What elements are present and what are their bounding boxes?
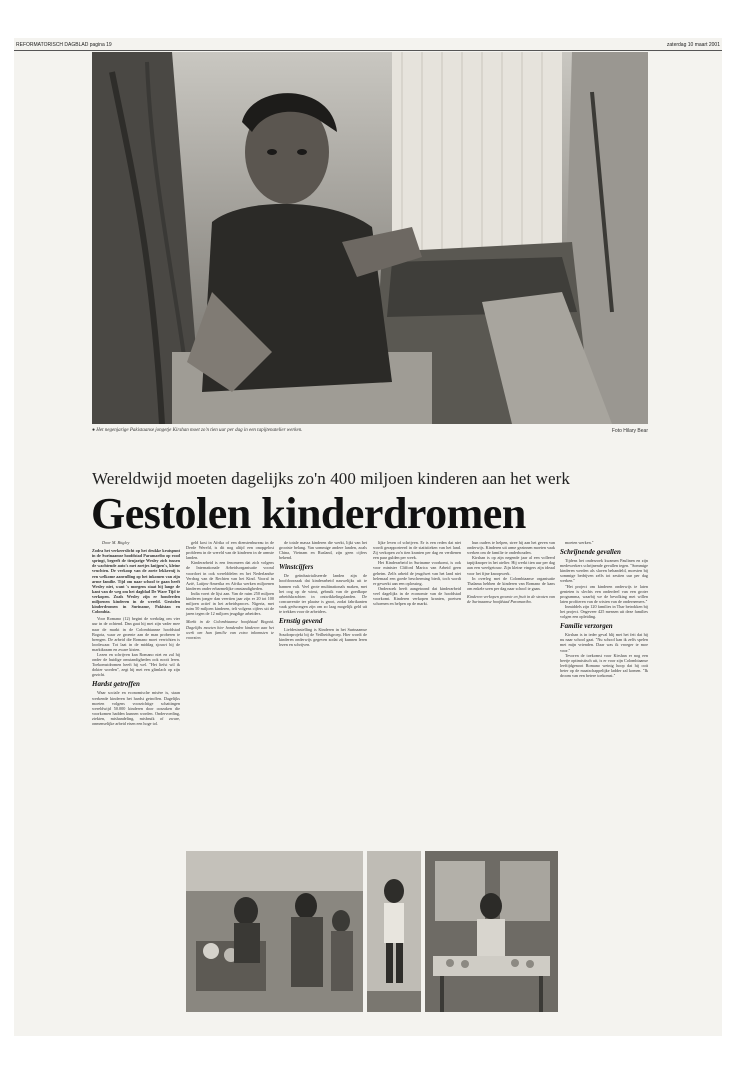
paragraph: De geïndustrialiseerde landen zijn de hoofdoorzaak dat kinderarbeid nauwelijks uit te bannen valt. Veel grote multinationals maken, met het oog op de winst, gebruik van de goedkope arbeidskrachten in ontwikkelingslanden. De concurrentie ter plaatse is groot, zodat fabrikanten vaak gedwongen zijn om zo laag mogelijk geld uit te trekken voor de arbeiders. bbox=[279, 573, 367, 615]
child-photo bbox=[367, 851, 421, 1012]
vendor-photo bbox=[425, 851, 558, 1012]
paragraph: Inmiddels zijn 120 families in Thar betrokken bij het project. Ongeveer 425 mensen uit deze families volgen een opleiding. bbox=[560, 603, 648, 620]
market-scene bbox=[186, 851, 363, 1012]
photo-caption-paramaribo: Kinderen verkopen groente en fruit in de straten van de Surinaamse hoofdstad Paramaribo. bbox=[467, 593, 555, 605]
subheading: Hardst getroffen bbox=[92, 680, 140, 689]
paragraph: Kirshan is in ieder geval blij met het feit dat hij nu naar school gaat. "Nu school kan ik zelfs spelen met mijn vrienden. Daar was ik vroeger te moe voor." bbox=[560, 632, 648, 653]
photo-credit: Foto Hilary Bear bbox=[611, 428, 648, 434]
bullet-icon: ● bbox=[92, 428, 96, 433]
article-headline: Gestolen kinderdromen bbox=[91, 489, 526, 538]
article-kicker: Wereldwijd moeten dagelijks zo'n 400 miljoen kinderen aan het werk bbox=[92, 469, 571, 488]
paragraph: hun ouders te helpen, stree hij aan het geven van onderwijs. Kinderen uit arme gezinnen moeten vaak werken om de familie te onderhouden. bbox=[467, 540, 555, 556]
market-photo bbox=[186, 851, 363, 1012]
paragraph: geld kost in Afrika of een dienstenbureau in de Derde Wereld, is dit nog altijd een onopgelost probleem in de wereld van de kinderen in de armste landen. bbox=[186, 540, 274, 561]
article-column-4 bbox=[373, 540, 461, 606]
paragraph: moeten werken." bbox=[565, 540, 594, 545]
article-column-2 bbox=[186, 540, 274, 643]
subheading: Ernstig gevend bbox=[279, 617, 323, 626]
issue-date: zaterdag 10 maart 2001 bbox=[666, 42, 720, 48]
carpet-weaver-photo bbox=[92, 52, 648, 424]
paragraph: Liefdesinstelling is Kinderen in het Surinaamse Soudorprojekt bij de Veilheidsgroep. Hier wordt de kinderen onderwijs gegeven zodat zij kunnen leren lezen en schrijven. bbox=[279, 627, 367, 648]
paragraph: Tevoren de toekomst voor Kirshan er nog een beetje optimistisch uit, is er voor zijn Colombiaanse leeftijdgenoot Romano weinig hoop dat hij ooit beter op de maatschappelijke ladder zal komen. "Ik droom van een betere toekomst." bbox=[560, 652, 648, 678]
paragraph: Het Kinderarbeid in Suriname voorkomt, is ook voor minister Clifford Marica van Arbeid geen geheim. Zelfs arbeid de jeugdwet van het land niet helemaal een goede bescherming biedt, toch wordt er gewerkt aan een oplossing. bbox=[373, 560, 461, 586]
paragraph: de totale massa kinderen die werkt, lijkt van het grootste belang. Van sommige andere landen, zoals China, Vietnam en Rusland, zijn geen cijfers bekend. bbox=[279, 540, 367, 561]
subheading: Familie verzorgen bbox=[560, 622, 613, 631]
article-column-6 bbox=[560, 540, 648, 678]
article-lead: Zodra het verkeerslicht op het drukke kruispunt in de Surinaamse hoofdstad Paramaribo op rood springt, begeeft de tienjarige Wesley zich tussen de wachtende auto's met zoetjes knijpen's, kleine vruchten. De verkoop van de zoete lekkernij is een welkome aanvulling op het inkomen van zijn arme familie. Tijd om naar school te gaan heeft Wesley niet, want 's morgens staat hij lange de kant van de weg om het dagblad De Ware Tijd te verkopen. Zoals Wesley zijn er honderden miljoenen kinderen in de wereld. Gestolen kinderdromen in Suriname, Pakistan en Colombia. bbox=[92, 548, 180, 615]
paragraph: Kirshan is op zijn negende jaar al een volleerd tapijtknoper in het atelier. Hij werkt tien uur per dag aan een weefgetouw. Zijn kleine vingers zijn ideaal voor het fijne knoopwerk. bbox=[467, 555, 555, 576]
subheading: Schrijnende gevallen bbox=[560, 548, 621, 557]
paragraph: Waar sociale en economische misère is, staan werkende kinderen het hardst getroffen. Dagelijks moeten volgens voorzichtige schattingen wereldwijd 50.000 kinderen door oorzaken die voorkomen hadden kunnen worden. Ondervoeding, ziekten, mishandeling, misbruik of zware, onmenselijke arbeid eisen een hoge tol. bbox=[92, 690, 180, 726]
article-column-1 bbox=[92, 540, 180, 726]
main-photo bbox=[92, 52, 648, 424]
photo-caption-market: Markt in de Colombiaanse hoofdstad Bogotá. Dagelijks moeten hier honderden kinderen aan het werk om hun familie van extra inkomsten te voorzien. bbox=[186, 619, 274, 640]
article-column-5 bbox=[467, 540, 555, 607]
paragraph: lijke leven of schrijven. Er is een reden dat niet wordt gerapporteerd in de statistieken van het land. Zij verkopen zo'n tien kranten per dag en verdienen een paar gulden per week. bbox=[373, 540, 461, 561]
paragraph: In overleg met de Colombiaanse organisatie Thalama hebben de kinderen van Romano de kans om enkele uren per dag naar school te gaan. bbox=[467, 575, 555, 591]
paragraph: India voert de lijst aan. Van de ruim 250 miljoen kinderen jonger dan veertien jaar zijn er 20 tot 100 miljoen actief in het arbeidsproces. Nigeria, met ruim 50 miljoen kinderen, telt volgens cijfers uit de jaren tegen de 12 miljoen jeugdige arbeiders. bbox=[186, 590, 274, 617]
caption-text: Het negenjarige Pakistaanse jongetje Kirshan moet zo'n tien uur per dag in een tapijtenatelier werken. bbox=[96, 428, 303, 433]
page-header bbox=[14, 40, 722, 50]
article-column-3 bbox=[279, 540, 367, 648]
vendor-scene bbox=[425, 851, 558, 1012]
paragraph: Voor Romano (12) begint de werkdag om vier uur in de ochtend. Dan gaat hij met zijn vader mee naar de markt in de Colombiaanse hoofdstad Bogota, waar ze groente aan de man proberen te brengen. De arbeid die Romano moet verrichten is loodzwaar. Tot laat in de middag sjouwt hij de marktkraam en zware kisten. bbox=[92, 616, 180, 652]
photo-caption bbox=[92, 428, 648, 438]
child-scene bbox=[367, 851, 421, 1012]
paragraph: Kinderarbeid is een fenomeen dat zich volgens de Internationale Arbeidsorganisatie vooral voordoet in ook werelddelen en het Nederlandse Verdrag van de Rechten van het Kind. Vooral in Azië, Latijns-Amerika en Afrika werken miljoenen kinderen onder erbarmelijke omstandigheden. bbox=[186, 560, 274, 591]
paragraph: Tijdens het onderzoek kwamen Paulinen en zijn medewerkers schrijnende gevallen tegen. "Sommige kinderen werden als slaven behandeld, moesten bij sommige bedrijven zelfs tot zestien uur per dag werken." bbox=[560, 558, 648, 584]
header-rule bbox=[14, 50, 722, 51]
paragraph: "Het project om kinderen onderwijs te laten genieten is slechts een onderdeel van een groter programma, waarbij we de bevolking met willen laten profiteren van de wisten van de ondernemers." bbox=[560, 583, 648, 604]
byline: Door M. Bitgley bbox=[102, 540, 130, 545]
paper-name: REFORMATORISCH DAGBLAD pagina 19 bbox=[16, 42, 112, 48]
subheading: Winstcijfers bbox=[279, 563, 314, 572]
paragraph: Lezen en schrijven kan Romano niet en zal hij onder de huidige omstandigheden ook nooit leren. Toekomstdromen heeft hij wel. "Het liefst wil ik dokter worden", zegt hij met een glimlach op zijn gezicht. bbox=[92, 651, 180, 678]
paragraph: Onderzoek heeft aangetoond dat kinderarbeid veel dagelijks in de economie van de hoofdstad voorkomt. Kinderen verkopen kranten, poetsen schoenen en helpen op de markt. bbox=[373, 585, 461, 607]
